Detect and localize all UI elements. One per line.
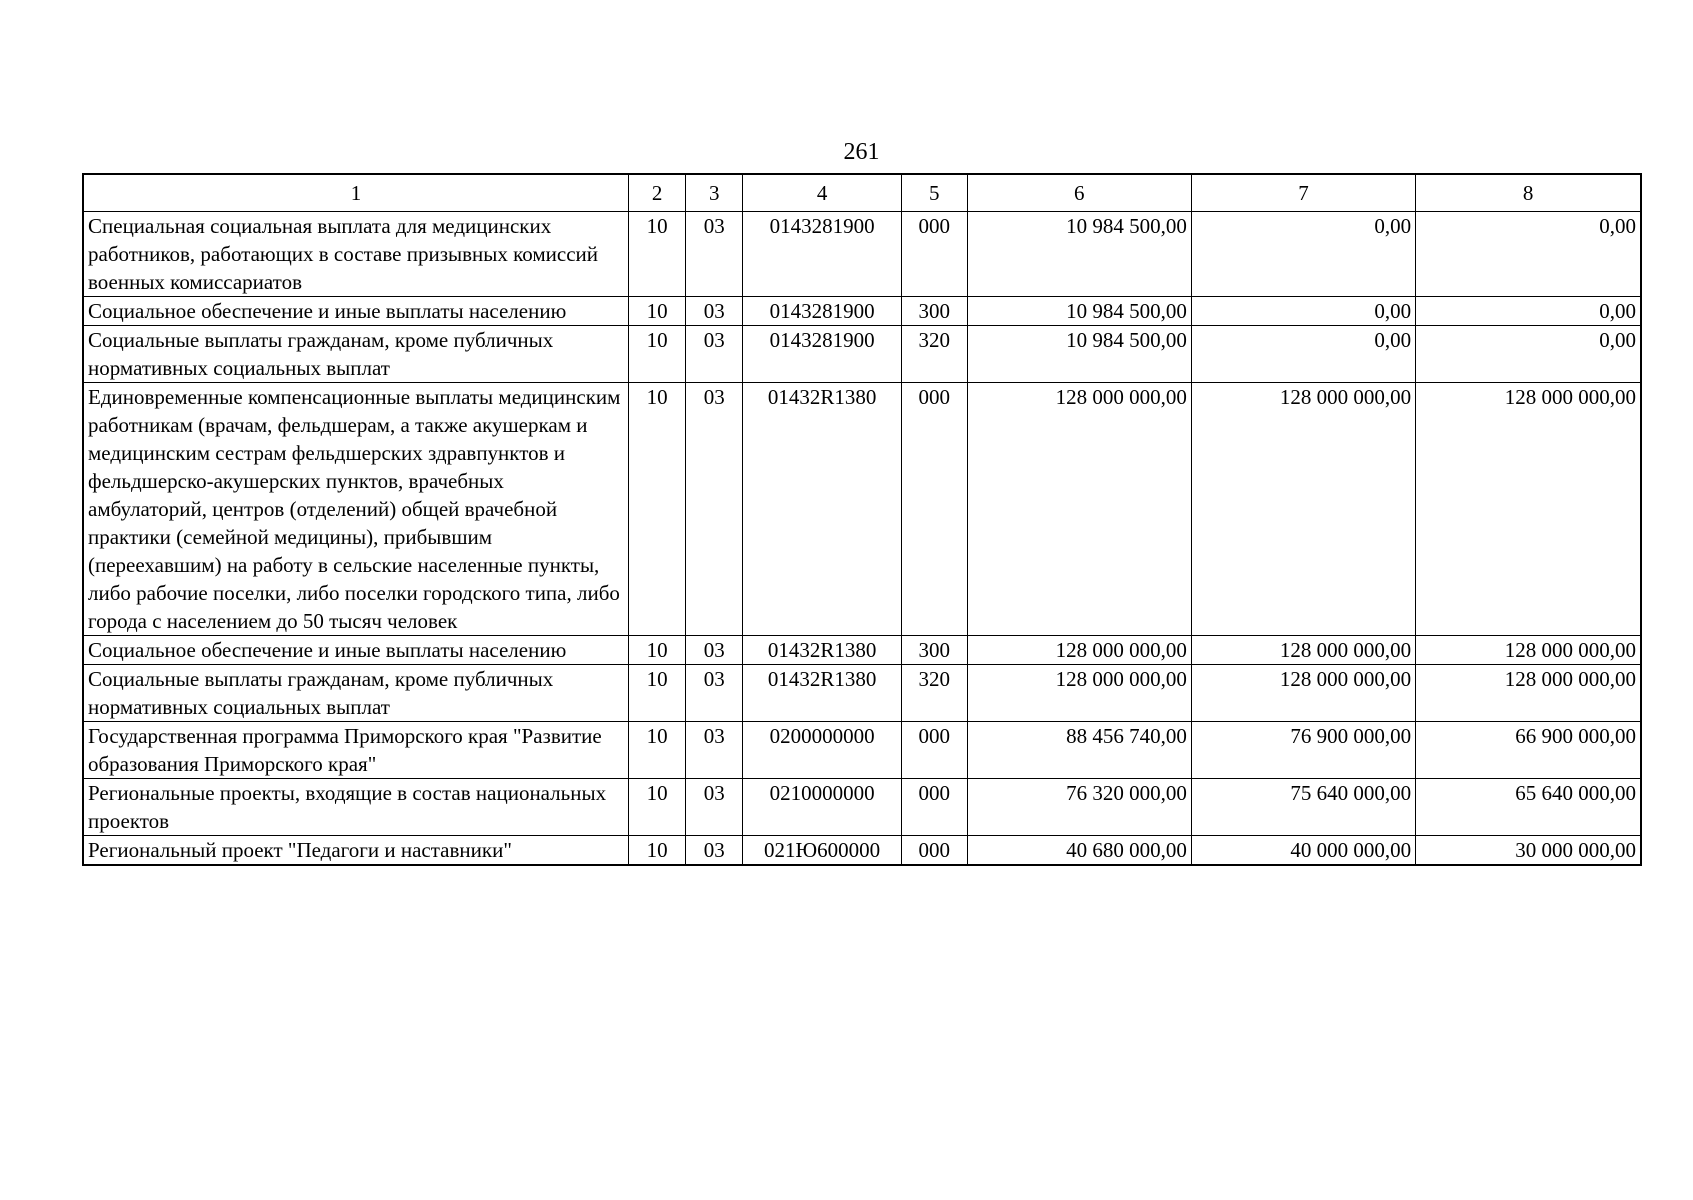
row-section: 10 [629,297,686,326]
row-target-code: 0143281900 [743,326,901,383]
row-amount-col7: 128 000 000,00 [1191,636,1415,665]
row-amount-col6: 128 000 000,00 [967,636,1191,665]
row-expense-type: 000 [901,383,967,636]
row-target-code: 021Ю600000 [743,836,901,866]
row-amount-col6: 10 984 500,00 [967,212,1191,297]
row-expense-type: 000 [901,836,967,866]
row-name: Региональный проект "Педагоги и наставники" [83,836,629,866]
row-subsection: 03 [686,665,743,722]
row-amount-col6: 128 000 000,00 [967,383,1191,636]
header-row [83,174,1641,212]
row-subsection: 03 [686,636,743,665]
row-amount-col7: 0,00 [1191,326,1415,383]
page-number: 261 [843,139,880,165]
row-name: Социальные выплаты гражданам, кроме публичных нормативных социальных выплат [83,665,629,722]
row-expense-type: 000 [901,779,967,836]
row-target-code: 0210000000 [743,779,901,836]
row-target-code: 01432R1380 [743,383,901,636]
row-target-code: 0143281900 [743,297,901,326]
row-amount-col8: 0,00 [1416,326,1641,383]
row-amount-col8: 0,00 [1416,212,1641,297]
row-expense-type: 320 [901,665,967,722]
row-amount-col6: 88 456 740,00 [967,722,1191,779]
row-expense-type: 300 [901,636,967,665]
row-expense-type: 000 [901,212,967,297]
row-amount-col7: 0,00 [1191,297,1415,326]
row-section: 10 [629,722,686,779]
row-subsection: 03 [686,722,743,779]
table-row [83,326,1641,383]
row-amount-col6: 10 984 500,00 [967,297,1191,326]
row-amount-col6: 76 320 000,00 [967,779,1191,836]
row-amount-col8: 65 640 000,00 [1416,779,1641,836]
row-section: 10 [629,326,686,383]
row-amount-col8: 128 000 000,00 [1416,383,1641,636]
row-name: Социальное обеспечение и иные выплаты населению [83,636,629,665]
row-amount-col8: 30 000 000,00 [1416,836,1641,866]
row-subsection: 03 [686,212,743,297]
row-name: Социальное обеспечение и иные выплаты населению [83,297,629,326]
row-section: 10 [629,212,686,297]
row-section: 10 [629,636,686,665]
header-col-5: 5 [901,174,967,212]
row-amount-col8: 128 000 000,00 [1416,636,1641,665]
header-col-8: 8 [1416,174,1641,212]
row-name: Социальные выплаты гражданам, кроме публичных нормативных социальных выплат [83,326,629,383]
row-subsection: 03 [686,326,743,383]
row-target-code: 0143281900 [743,212,901,297]
row-subsection: 03 [686,779,743,836]
table-row [83,665,1641,722]
header-col-6: 6 [967,174,1191,212]
header-col-7: 7 [1191,174,1415,212]
row-amount-col6: 10 984 500,00 [967,326,1191,383]
row-expense-type: 000 [901,722,967,779]
row-section: 10 [629,779,686,836]
row-amount-col6: 40 680 000,00 [967,836,1191,866]
row-name: Региональные проекты, входящие в состав национальных проектов [83,779,629,836]
row-section: 10 [629,383,686,636]
table-row [83,383,1641,636]
row-name: Единовременные компенсационные выплаты медицинским работникам (врачам, фельдшерам, а также акушеркам и медицинским сестрам фельдшерских здравпунктов и фельдшерско-акушерских пунктов, врачебных амбулаторий, центров (отделений) общей врачебной практики (семейной медицины), прибывшим (переехавшим) на работу в сельские населенные пункты, либо рабочие поселки, либо поселки городского типа, либо города с населением до 50 тысяч человек [83,383,629,636]
row-amount-col7: 76 900 000,00 [1191,722,1415,779]
header-col-4: 4 [743,174,901,212]
row-section: 10 [629,665,686,722]
table-row [83,636,1641,665]
table-row [83,297,1641,326]
row-subsection: 03 [686,383,743,636]
row-amount-col7: 0,00 [1191,212,1415,297]
row-section: 10 [629,836,686,866]
row-name: Государственная программа Приморского края "Развитие образования Приморского края" [83,722,629,779]
budget-table [82,173,1642,866]
row-target-code: 01432R1380 [743,665,901,722]
row-expense-type: 320 [901,326,967,383]
row-subsection: 03 [686,836,743,866]
row-amount-col8: 0,00 [1416,297,1641,326]
table-row [83,722,1641,779]
header-col-2: 2 [629,174,686,212]
table-row [83,779,1641,836]
row-amount-col7: 128 000 000,00 [1191,383,1415,636]
row-expense-type: 300 [901,297,967,326]
row-subsection: 03 [686,297,743,326]
row-amount-col7: 128 000 000,00 [1191,665,1415,722]
row-target-code: 01432R1380 [743,636,901,665]
row-name: Специальная социальная выплата для медицинских работников, работающих в составе призывных комиссий военных комиссариатов [83,212,629,297]
row-amount-col6: 128 000 000,00 [967,665,1191,722]
row-amount-col7: 75 640 000,00 [1191,779,1415,836]
row-amount-col8: 66 900 000,00 [1416,722,1641,779]
row-amount-col7: 40 000 000,00 [1191,836,1415,866]
header-col-3: 3 [686,174,743,212]
header-col-1: 1 [83,174,629,212]
row-amount-col8: 128 000 000,00 [1416,665,1641,722]
table-row [83,212,1641,297]
row-target-code: 0200000000 [743,722,901,779]
table-row [83,836,1641,866]
